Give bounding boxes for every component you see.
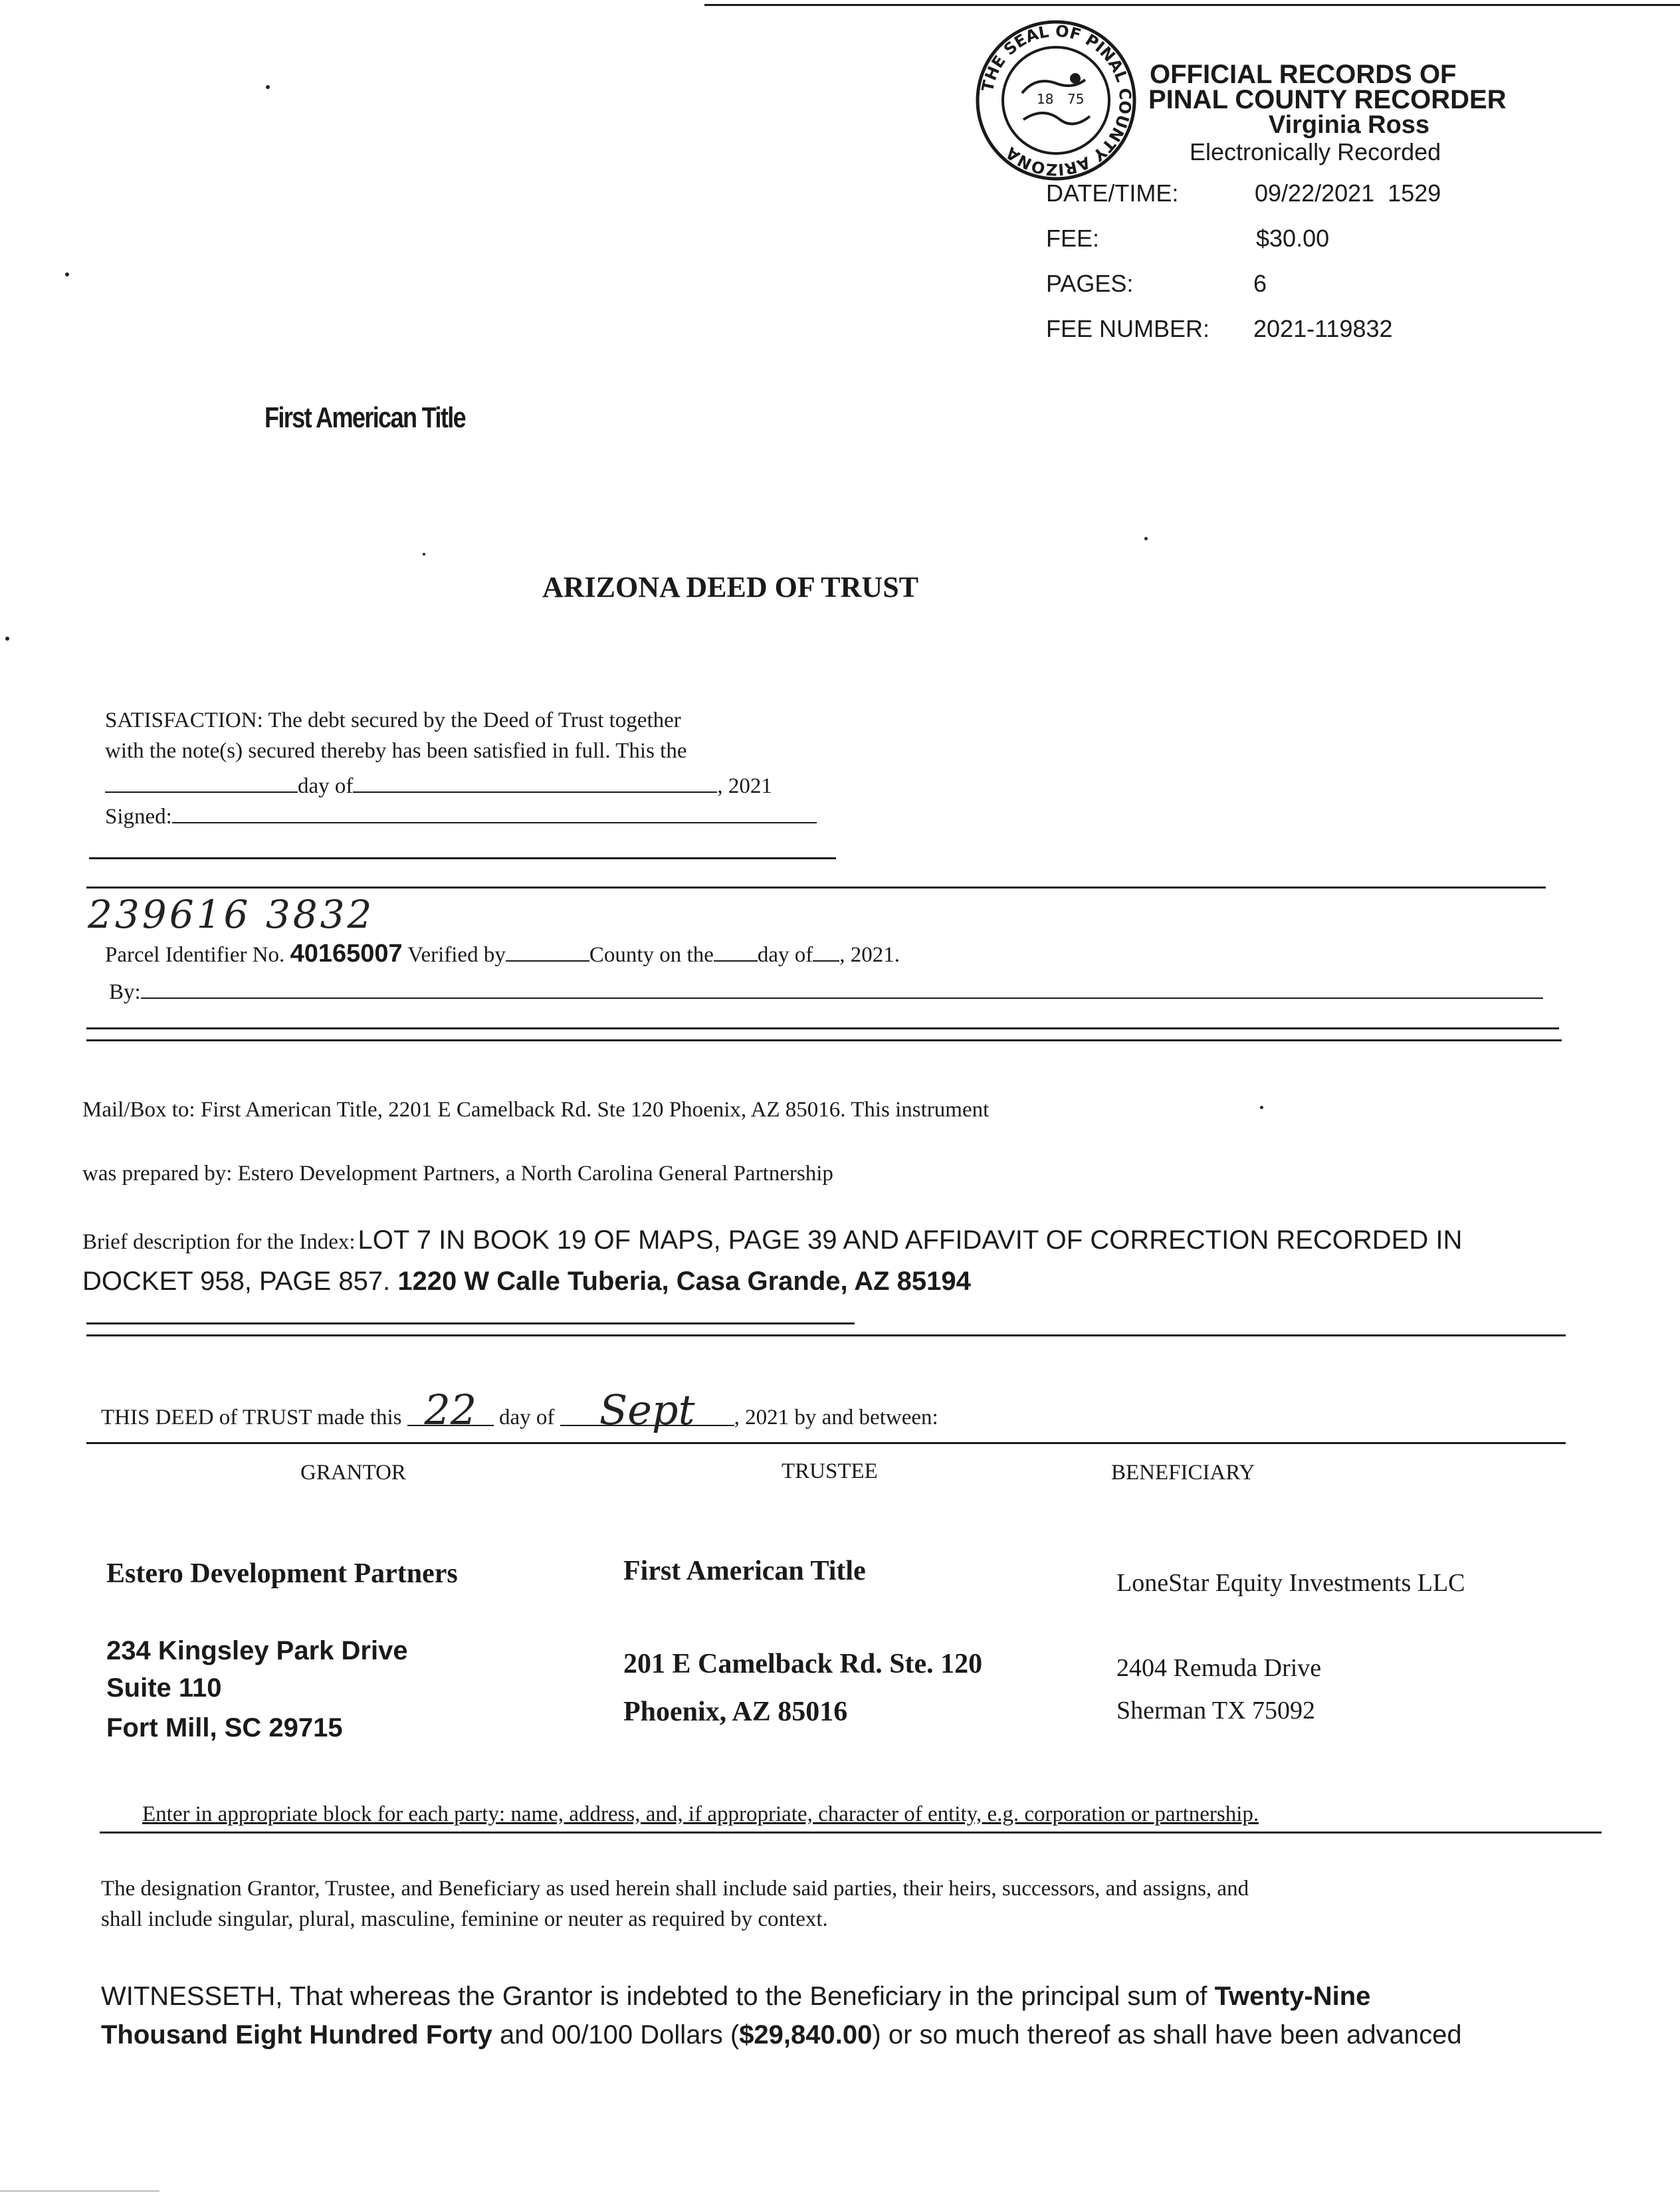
pages-label: PAGES: [1046,270,1134,297]
trustee-header: TRUSTEE [782,1459,878,1483]
satisfaction-month-blank[interactable] [353,770,717,793]
section-divider [86,887,1546,889]
beneficiary-address-2: Sherman TX 75092 [1116,1697,1316,1725]
recorder-line2: PINAL COUNTY RECORDER [1148,85,1507,114]
beneficiary-header: BENEFICIARY [1111,1461,1255,1485]
parcel-number: 40165007 [290,940,403,968]
parcel-label: Parcel Identifier No. [105,943,285,967]
parcel-line [105,938,900,968]
svg-text:18: 18 [1037,91,1054,107]
scan-speck [1144,537,1148,540]
satisfaction-day-of: day of [298,774,354,798]
satisfaction-signed [105,800,817,829]
parcel-month-blank[interactable] [813,938,839,962]
trustee-address-1: 201 E Camelback Rd. Ste. 120 [623,1649,983,1679]
fee-number-label: FEE NUMBER: [1046,315,1210,342]
trustee-address-2: Phoenix, AZ 85016 [623,1697,848,1727]
witnesseth-line1 [101,1982,1370,2012]
grantor-header: GRANTOR [300,1461,406,1485]
satisfaction-line1: SATISFACTION: The debt secured by the Deed of Trust together [105,708,681,732]
witnesseth-line2 [101,2020,1462,2050]
trustee-name: First American Title [623,1556,866,1586]
witnesseth-p1: WITNESSETH, That whereas the Grantor is indebted to the Beneficiary in the principal sum of [101,1982,1215,2011]
bottom-scan-mark [0,2190,159,2192]
satisfaction-bottom-line [89,857,836,859]
signed-label: Signed: [105,805,172,829]
fee-label: FEE: [1046,225,1100,252]
company-stamp: First American Title [264,401,466,434]
parcel-bottom-line-1 [86,1027,1559,1029]
beneficiary-name: LoneStar Equity Investments LLC [1116,1569,1465,1597]
seal-text: THE SEAL OF PINAL COUNTY ARIZONA [978,21,1135,179]
scan-speck [423,553,425,556]
principal-amount: $29,840.00 [739,2020,873,2049]
svg-text:75: 75 [1067,91,1085,107]
parties-top-line [86,1442,1566,1444]
signed-blank[interactable] [172,800,817,823]
satisfaction-year: , 2021 [717,774,772,798]
pages-value: 6 [1253,270,1267,297]
grantor-name: Estero Development Partners [106,1558,458,1589]
parcel-year: , 2021. [839,943,900,967]
date-time-label: DATE/TIME: [1046,179,1179,207]
scan-speck [65,272,69,276]
page-title: ARIZONA DEED OF TRUST [542,571,919,603]
deed-month-handwritten: Sept [560,1396,734,1426]
party-instruction: Enter in appropriate block for each party: name, address, and, if appropriate, character of entity, e.g. corporation or partnership. [142,1802,1259,1826]
deed-day-handwritten: 22 [407,1396,494,1426]
parcel-day-of: day of [757,943,813,967]
scan-speck [1260,1106,1263,1109]
property-address: 1220 W Calle Tuberia, Casa Grande, AZ 85194 [397,1267,971,1296]
fee-value: $30.00 [1256,225,1330,252]
brief-bottom-line-1 [86,1322,855,1324]
deed-day-of: day of [499,1406,555,1429]
scan-speck [5,637,9,641]
recorder-line1: OFFICIAL RECORDS OF [1150,60,1457,89]
instruction-line [100,1832,1602,1834]
deed-suffix: , 2021 by and between: [734,1406,938,1429]
grantor-address-2: Suite 110 [106,1673,222,1703]
fee-number-value: 2021-119832 [1253,315,1393,342]
brief-description-line2 [82,1267,971,1297]
mail-line1: Mail/Box to: First American Title, 2201 E Camelback Rd. Ste 120 Phoenix, AZ 85016. This instrument [82,1098,990,1122]
witnesseth-p3: ) or so much thereof as shall have been advanced [872,2020,1462,2049]
satisfaction-line2: with the note(s) secured thereby has been satisfied in full. This the [105,739,687,763]
handwritten-parcel-number: 239616 3832 [88,892,375,937]
deed-made-line [101,1386,938,1434]
satisfaction-day-blank[interactable] [105,770,298,793]
date-time-value: 09/22/2021 1529 [1255,179,1441,207]
county-on-the-label: County on the [589,943,714,967]
brief-bottom-line-2 [86,1334,1566,1336]
verified-by-blank[interactable] [506,938,589,962]
brief-label: Brief description for the Index: [82,1230,356,1254]
recorder-name: Virginia Ross [1268,111,1430,139]
scan-speck [266,85,270,89]
brief-text2: DOCKET 958, PAGE 857. [82,1267,391,1296]
grantor-address-3: Fort Mill, SC 29715 [106,1713,343,1742]
grantor-address-1: 234 Kingsley Park Drive [106,1636,408,1665]
satisfaction-line3 [105,770,772,799]
county-day-blank[interactable] [714,938,758,962]
amount-words-2: Thousand Eight Hundred Forty [101,2020,492,2049]
county-seal-icon [976,20,1136,181]
verified-by-label: Verified by [407,943,506,967]
deed-prefix: THIS DEED of TRUST made this [101,1406,402,1429]
recorder-status: Electronically Recorded [1190,138,1441,165]
top-border-line [704,4,1680,6]
designation-line1: The designation Grantor, Trustee, and Beneficiary as used herein shall include said parties, their heirs, successors, and assigns, and [101,1877,1249,1901]
by-label: By: [109,980,141,1004]
amount-words-1: Twenty-Nine [1214,1982,1371,2011]
parcel-bottom-line-2 [86,1039,1562,1041]
brief-description-line1 [82,1225,1462,1255]
witnesseth-p2: and 00/100 Dollars ( [492,2020,740,2049]
parcel-by-line [109,976,1543,1005]
brief-text1: LOT 7 IN BOOK 19 OF MAPS, PAGE 39 AND AFFIDAVIT OF CORRECTION RECORDED IN [358,1225,1463,1255]
beneficiary-address-1: 2404 Remuda Drive [1116,1654,1322,1682]
designation-line2: shall include singular, plural, masculine, feminine or neuter as required by context. [101,1907,828,1931]
by-blank[interactable] [141,976,1543,999]
mail-line2: was prepared by: Estero Development Partners, a North Carolina General Partnership [82,1162,833,1186]
